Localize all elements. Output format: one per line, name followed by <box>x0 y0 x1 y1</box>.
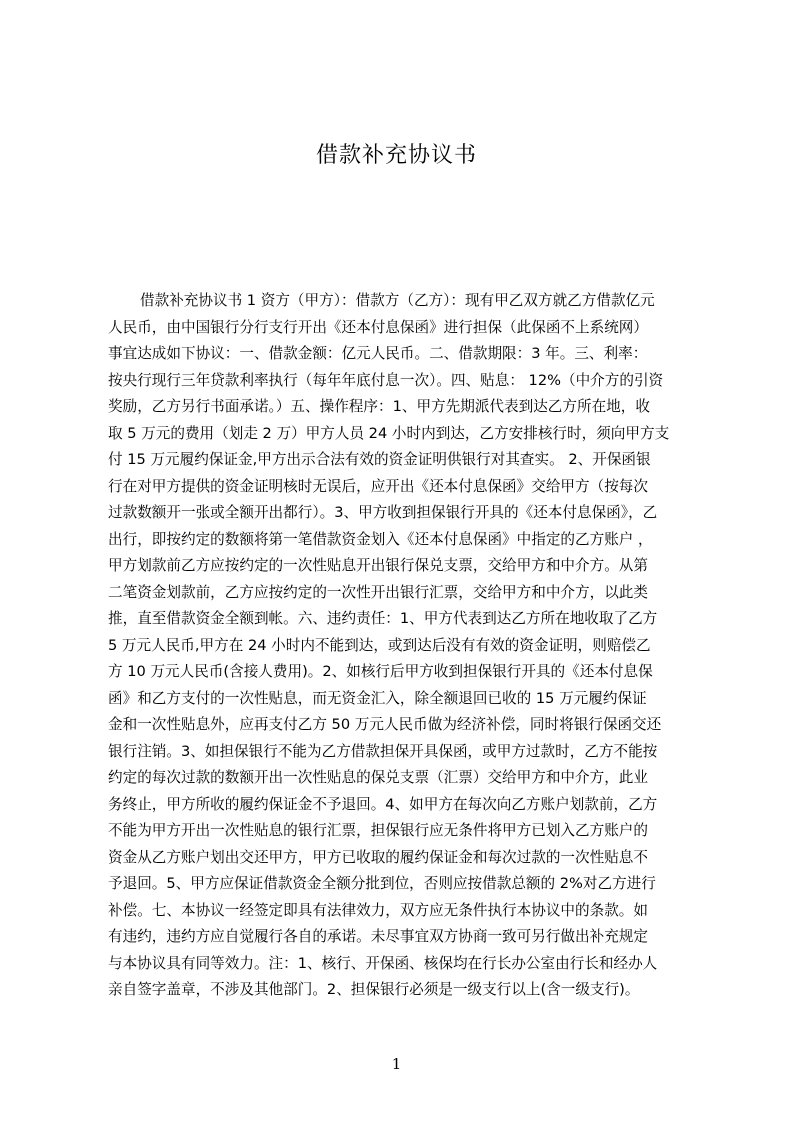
body-line: 二笔资金划款前，乙方应按约定的一次性开出银行汇票，交给甲方和中介方，以此类 <box>108 583 648 601</box>
body-line: 甲方划款前乙方应按约定的一次性贴息开出银行保兑支票，交给甲方和中介方。从第 <box>108 557 648 574</box>
body-line: 出行，即按约定的数额将第一笔借款资金划入《还本付息保函》中指定的乙方账户 ， <box>108 530 653 548</box>
body-line: 予退回。5、甲方应保证借款资金全额分批到位，否则应按借款总额的 2%对乙方进行 <box>108 875 656 892</box>
body-line: 有违约，违约方应自觉履行各自的承诺。未尽事宜双方协商一致可另行做出补充规定 <box>108 928 648 945</box>
body-line: 金和一次性贴息外，应再支付乙方 50 万元人民币做为经济补偿，同时将银行保函交还 <box>108 716 662 733</box>
body-line: 付 15 万元履约保证金,甲方出示合法有效的资金证明供银行对其查实。 2、开保函银 <box>108 451 651 468</box>
body-line: 不能为甲方开出一次性贴息的银行汇票，担保银行应无条件将甲方已划入乙方账户的 <box>108 822 648 839</box>
body-line: 补偿。七、本协议一经签定即具有法律效力，双方应无条件执行本协议中的条款。如 <box>108 901 648 919</box>
body-line: 方 10 万元人民币(含接人费用)。2、如核行后甲方收到担保银行开具的《还本付息保 <box>108 663 653 680</box>
body-line: 资金从乙方账户划出交还甲方，甲方已收取的履约保证金和每次过款的一次性贴息不 <box>108 848 648 866</box>
body-line: 约定的每次过款的数额开出一次性贴息的保兑支票（汇票）交给甲方和中介方，此业 <box>108 769 648 786</box>
body-line: 函》和乙方支付的一次性贴息，而无资金汇入，除全额退回已收的 15 万元履约保证 <box>108 689 647 707</box>
body-line: 事宜达成如下协议：一、借款金额：亿元人民币。二、借款期限：3 年。三、利率： <box>108 345 648 362</box>
body-line: 银行注销。3、如担保银行不能为乙方借款担保开具保函，或甲方过款时，乙方不能按 <box>108 742 658 760</box>
body-line: 推，直至借款资金全额到帐。六、违约责任：1、甲方代表到达乙方所在地收取了乙方 <box>108 610 658 627</box>
body-line: 人民币，由中国银行分行支行开出《还本付息保函》进行担保（此保函不上系统网） <box>108 318 648 336</box>
body-line: 奖励，乙方另行书面承诺。）五、操作程序：1、甲方先期派代表到达乙方所在地，收 <box>108 398 650 415</box>
body-line: 与本协议具有同等效力。注：1、核行、开保函、核保均在行长办公室由行长和经办人 <box>108 954 658 972</box>
body-line: 按央行现行三年贷款利率执行（每年年底付息一次）。四、贴息： 12%（中介方的引资 <box>108 371 664 389</box>
body-line: 亲自签字盖章，不涉及其他部门。2、担保银行必须是一级支行以上(含一级支行)。 <box>108 981 640 998</box>
document-title: 借款补充协议书 <box>315 143 477 168</box>
body-line: 借款补充协议书 1 资方（甲方）：借款方（乙方）：现有甲乙双方就乙方借款亿元 <box>140 292 655 309</box>
body-line: 取 5 万元的费用（划走 2 万）甲方人员 24 小时内到达，乙方安排核行时，须向甲方支 <box>108 424 670 442</box>
body-line: 行在对甲方提供的资金证明核时无误后，应开出《还本付息保函》交给甲方（按每次 <box>108 477 648 495</box>
page-number: 1 <box>391 1055 402 1073</box>
body-line: 5 万元人民币,甲方在 24 小时内不能到达，或到达后没有有效的资金证明，则赔偿乙 <box>108 636 651 654</box>
body-line: 务终止，甲方所收的履约保证金不予退回。4、如甲方在每次向乙方账户划款前，乙方 <box>108 795 658 813</box>
body-line: 过款数额开一张或全额开出都行）。3、甲方收到担保银行开具的《还本付息保函》，乙 <box>108 504 658 521</box>
document-body <box>108 288 698 1004</box>
